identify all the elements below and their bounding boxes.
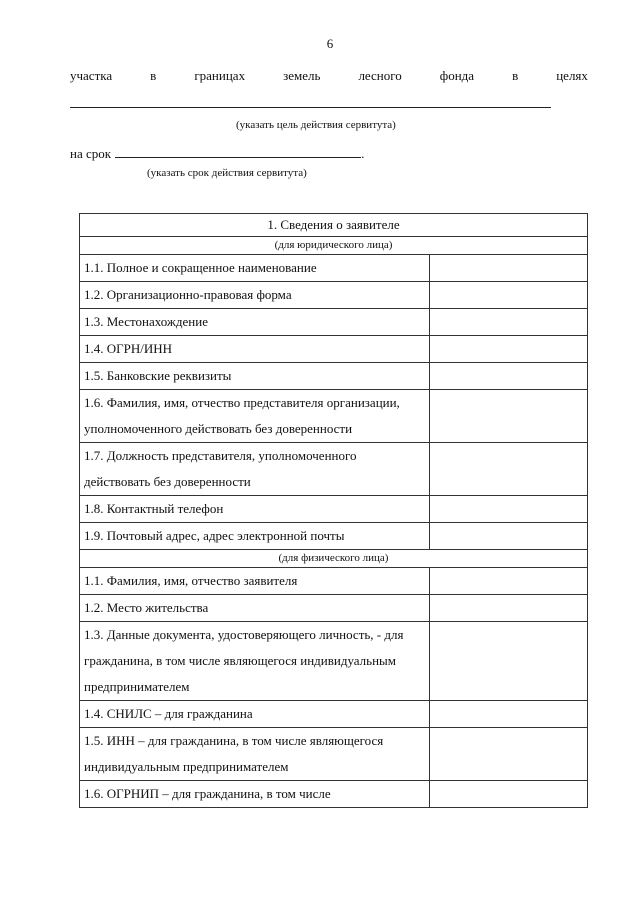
field-label: 1.9. Почтовый адрес, адрес электронной почты	[80, 523, 430, 550]
field-label: 1.6. ОГРНИП – для гражданина, в том числе	[80, 781, 430, 808]
field-value-cell[interactable]	[430, 701, 588, 728]
field-label: 1.5. Банковские реквизиты	[80, 363, 430, 390]
field-value-cell[interactable]	[430, 728, 588, 781]
field-label: 1.4. ОГРН/ИНН	[80, 336, 430, 363]
field-value-cell[interactable]	[430, 622, 588, 701]
purpose-word: границах	[194, 68, 246, 83]
field-value-cell[interactable]	[430, 282, 588, 309]
field-label: 1.4. СНИЛС – для гражданина	[80, 701, 430, 728]
purpose-word: лесного	[358, 68, 402, 83]
purpose-word: участка	[70, 68, 113, 83]
field-value-cell[interactable]	[430, 523, 588, 550]
term-hint: (указать срок действия сервитута)	[147, 167, 307, 179]
purpose-word: фонда	[439, 68, 475, 83]
field-label: 1.6. Фамилия, имя, отчество представителя организации, уполномоченного действовать без доверенности	[80, 390, 430, 443]
purpose-word: в	[512, 68, 519, 83]
purpose-fill-line[interactable]	[70, 107, 551, 108]
field-label: 1.3. Данные документа, удостоверяющего личность, - для гражданина, в том числе являющегося индивидуальным предпринимателем	[80, 622, 430, 701]
field-label: 1.8. Контактный телефон	[80, 496, 430, 523]
field-value-cell[interactable]	[430, 390, 588, 443]
field-value-cell[interactable]	[430, 309, 588, 336]
term-fill-line[interactable]	[115, 144, 361, 158]
purpose-word: в	[150, 68, 157, 83]
page-number: 6	[326, 36, 334, 51]
field-label: 1.2. Место жительства	[80, 595, 430, 622]
term-end: .	[361, 146, 365, 161]
field-label: 1.1. Полное и сокращенное наименование	[80, 255, 430, 282]
field-value-cell[interactable]	[430, 595, 588, 622]
field-value-cell[interactable]	[430, 336, 588, 363]
field-label: 1.5. ИНН – для гражданина, в том числе являющегося индивидуальным предпринимателем	[80, 728, 430, 781]
term-line	[70, 144, 364, 162]
purpose-word: земель	[283, 68, 321, 83]
field-value-cell[interactable]	[430, 443, 588, 496]
field-value-cell[interactable]	[430, 568, 588, 595]
field-value-cell[interactable]	[430, 496, 588, 523]
field-value-cell[interactable]	[430, 363, 588, 390]
term-label: на срок	[70, 146, 112, 161]
purpose-hint: (указать цель действия сервитута)	[236, 119, 396, 131]
applicant-info-table	[79, 213, 588, 808]
individual-heading: (для физического лица)	[80, 550, 588, 568]
field-label: 1.2. Организационно-правовая форма	[80, 282, 430, 309]
purpose-word: целях	[556, 68, 588, 83]
field-label: 1.3. Местонахождение	[80, 309, 430, 336]
field-label: 1.7. Должность представителя, уполномоченного действовать без доверенности	[80, 443, 430, 496]
field-value-cell[interactable]	[430, 781, 588, 808]
field-label: 1.1. Фамилия, имя, отчество заявителя	[80, 568, 430, 595]
purpose-line	[70, 68, 588, 84]
field-value-cell[interactable]	[430, 255, 588, 282]
section-title: 1. Сведения о заявителе	[80, 214, 588, 237]
legal-entity-heading: (для юридического лица)	[80, 237, 588, 255]
